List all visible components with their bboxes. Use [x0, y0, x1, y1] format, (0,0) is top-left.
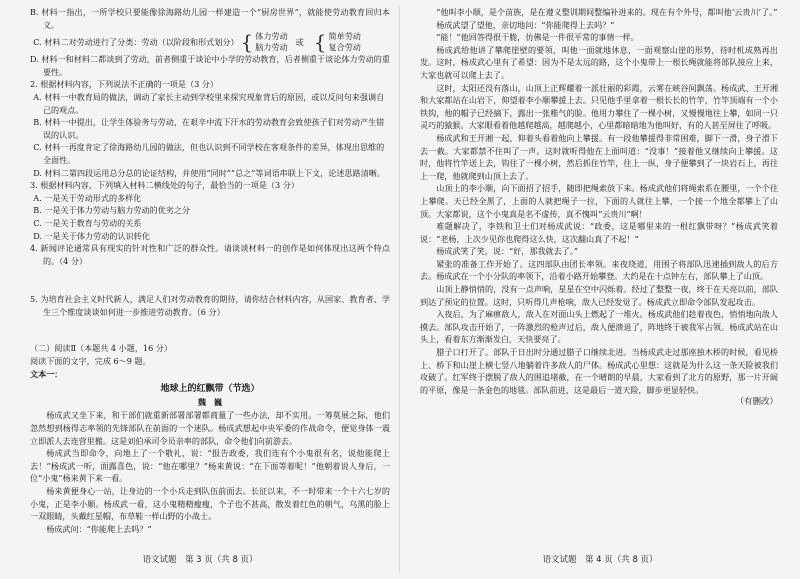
q1-option-b: B. 材料一指出，一所学校只要能像徐海路幼儿园一样建造一个“厨房世界”，就能使劳动教育回归本义。	[30, 7, 390, 30]
q3-stem: 3. 根据材料内容，下列填入材料二横线处的句子，最恰当的一项是（3 分）	[30, 180, 299, 191]
article-paragraph: 山顶上的李小顺，向下面招了招手，随即把绳索放下来。杨成武他们将绳索系在腰里，一个个往上攀爬。天已经全黑了，上面的人就把绳子一拉，下面的人就往上攀，一个接一个地全都攀上了山顶。大家都说，这个小鬼真是名不虚传，真不愧叫“云贵川”啊！	[420, 183, 778, 219]
article-title: 地球上的红飘带（节选）	[160, 384, 260, 395]
labor-category-b	[329, 31, 361, 53]
article-paragraph: 腊子口打开了。部队于日出时分通过腊子口继续北进。当杨成武走过那座独木桥的时候，看见桥上、桥下和山崖上横七竖八地躺着许多敌人的尸体。杨成武心里想：这就是为什么这一条天险被我们攻破了。红军终于摆脱了敌人的围追堵截，在一个晴朗的早晨，大家看到了北方的原野，那一片开阔的平原，像是一条金色的地毯。部队前进，这是最后一道天险，脚步更显轻快。	[420, 347, 778, 395]
article-paragraph: 这时，太阳还没有落山，山顶上正辉耀着一派壮丽的彩霞，云雾在峡谷间飘荡。杨成武、王开湘和大家都站在山岩下，仰望着李小顺攀援上去。只见他手里拿着一根长长的竹竿，竹竿顶端有一个小铁钩，他的帽子已经摘下，露出一张稚气的脸。他用力攀住了一棵小树，又慢慢地往上攀，如同一只灵巧的猿猴。大家眼看着他越爬越高，越爬越小，心里都暗暗地为他叫好，有的人甚至屏住了呼吸。	[420, 82, 778, 131]
left-brace-icon: {	[240, 30, 254, 55]
reading-instruction: 阅读下面的文字，完成 6～9 题。	[30, 356, 151, 367]
article-author: 魏 巍	[198, 396, 222, 407]
category-item: 脑力劳动	[255, 42, 288, 53]
labor-category-a	[255, 31, 287, 53]
q3-option-a: A. 一是关于劳动形式的多样化	[33, 192, 142, 203]
article-paragraph: 难题解决了，李铁和卫士们对杨成武说：“政委，这是哪里来的一根红飘带呀？”杨成武笑着说：“老杨，上次少见你也爬得这么快，这次翻山真了不起！”	[420, 221, 778, 244]
page-footer: 语文试题 第 4 页（共 8 页）	[542, 555, 658, 566]
article-paragraph: “他叫李小顺，是个苗族，是在遵义整训期间整编补进来的。现在有个外号，都叫他‘云贵川’了。”	[436, 7, 778, 17]
q2-option-d: D. 材料二第四段运用总分总的论证结构，并使用“同时”“总之”等词语串联上下文，论述思路清晰。	[33, 167, 385, 178]
article-paragraph: 杨成武笑了笑，说：“好，那我就去了。”	[436, 246, 579, 257]
q3-option-b: B. 一是关于体力劳动与脑力劳动的优劣之分	[33, 205, 191, 216]
text-label: 文本一：	[30, 368, 63, 379]
article-paragraph: 紧张的准备工作开始了。这四部队由团长率领。来夜绕道，用围子将部队迅速插到敌人的后方去。杨成武在一个小分队的率领下，沿着小路开始攀登。大约是在十点钟左右，部队攀上了山顶。	[420, 258, 778, 282]
article-paragraph: 杨成武当即命令，向地上了一个敬礼，说：“报告政委，我们连有个小鬼很有名，说他能爬上去！”杨成武一听，面露喜色，说：“他在哪里？”杨来黄说：“在下面等着呢！”他朝着说人身后，一位“小鬼”杨来黄下来一看。	[30, 448, 390, 484]
q2-option-a: A. 材料一中教育局的做法，调动了家长主动到学校里来探究现象背后的原因，或以反问句来强调自己的观点。	[33, 91, 385, 115]
category-item: 复合劳动	[328, 42, 361, 53]
source-note: （有删改）	[735, 397, 778, 408]
article-paragraph: 杨成武望了望他，亲切地问：“你能爬得上去吗？”	[436, 19, 615, 30]
page-footer: 语文试题 第 3 页（共 8 页）	[142, 555, 258, 566]
article-paragraph: 杨成武问：“你能爬上去吗？”	[46, 523, 152, 534]
answer-space	[30, 318, 390, 342]
category-item: 简单劳动	[328, 31, 361, 42]
q2-option-c: C. 材料一再度肯定了徐海路幼儿园的做法，但也认识到不同学校在客观条件的差异，体现出思维的全面性。	[33, 142, 385, 165]
q5: 5. 为培育社会主义时代新人，满足人们对劳动教育的期待，请你结合材料内容，从国家、教育者、学生三个维度谈谈如何进一步推进劳动教育。（6 分）	[30, 294, 390, 317]
category-item: 体力劳动	[255, 31, 288, 42]
section-heading: （二）阅读Ⅱ（本题共 4 小题，16 分）	[30, 343, 172, 354]
article-paragraph: 杨成武和王开湘一起，仰着头看着他向上攀援。有一段他攀援得非常困难，脚下一滑，身子滑下去一截。大家都禁不住叫了一声。这时就听得他在上面叫道：“没事！”接着他又继续向上攀援。这时，他将竹竿送上去，钩住了一棵小树，然后抓住竹竿，往上一纵，身子便攀到了一块岩石上，再往上一爬，他就爬到山顶上去了。	[420, 132, 778, 181]
article-paragraph: 杨成武给他讲了攀爬崖壁的要领，叫他一面就地休息，一面观察山崖的形势，待时机成熟再出发。这时，杨成武心里有了希望：因为不是太远的路，这个小鬼带上一根长绳就能将部队接应上来，大家也就可以爬上去了。	[420, 44, 778, 80]
q2-stem: 2. 根据材料内容，下列说法不正确的一项是（3 分）	[30, 79, 218, 90]
q1-option-d: D. 材料一和材料二都谈到了劳动，前者侧重于谈论中小学的劳动教育，后者侧重于谈论体力劳动的重要性。	[30, 54, 390, 77]
q3-option-d: D. 一是关于体力劳动的认识转化	[33, 230, 150, 241]
or-label: 或	[295, 36, 304, 47]
page-4	[400, 0, 800, 579]
q1-option-c	[30, 31, 390, 53]
article-paragraph: “能！”他回答得很干脆，仿佛是一件很平常的事情一样。	[436, 32, 639, 43]
q1-option-c-text: C. 材料二对劳动进行了分类：劳动（以阶段和形式划分）	[33, 36, 239, 47]
answer-space	[30, 267, 390, 293]
q4: 4. 新闻评论通常具有现实的针对性和广泛的群众性。请谈谈材料一的创作是如何体现出这两个特点的。（4 分）	[30, 243, 390, 266]
left-brace-icon: {	[313, 30, 327, 55]
q2-option-b: B. 材料一中提出，让学生体验务与劳动，在艰辛中流下汗水的劳动教育会致使孩子们对劳动产生错误的认识。	[33, 117, 385, 140]
article-paragraph: 入夜后，为了麻痹敌人，敌人在对面山头上燃起了一堆火。杨成武他们趁着夜色，悄悄地向敌人摸去。部队攻击开始了，一阵激烈的枪声过后，敌人便溃退了，阵地终于被我军占领。杨成武站在山头上，看着东方渐渐发白，天快要亮了。	[420, 309, 778, 345]
article-paragraph: 杨来黄便身心一站，让身边的一个小兵走到队伍前面去。长征以来，不一时带来一个十六七岁的小鬼，正是李小顺。杨成武一看，这小鬼精精瘦瘦，个子也不甚高，散发着红色的朝气，乌黑的脸上一双眼睛，头戴红星帽，布草鞋一样山野的小战士。	[30, 486, 390, 522]
article-paragraph: 杨成武又坐下来，和干部们就重新部署部署都商量了一些办法，却不实用。一筹莫展之际，他们忽然想到杨得志率领的先锋部队在前面的一个迷队。杨成武想起中央军委的作战命令，便觉身体一震立即派人去连营里搬。这是刘伯承司令员亲率的部队，命令他们向前游去。	[30, 410, 390, 446]
q3-option-c: C. 一是关于教育与劳动的关系	[33, 217, 142, 228]
article-paragraph: 山顶上静悄悄的，没有一点声响，星星在空中闪烁着。经过了整整一夜，终于在天亮以前，部队到达了预定的位置。这时，只听得几声枪响，敌人已经发觉了。杨成武立即命令部队发起攻击。	[420, 284, 778, 307]
